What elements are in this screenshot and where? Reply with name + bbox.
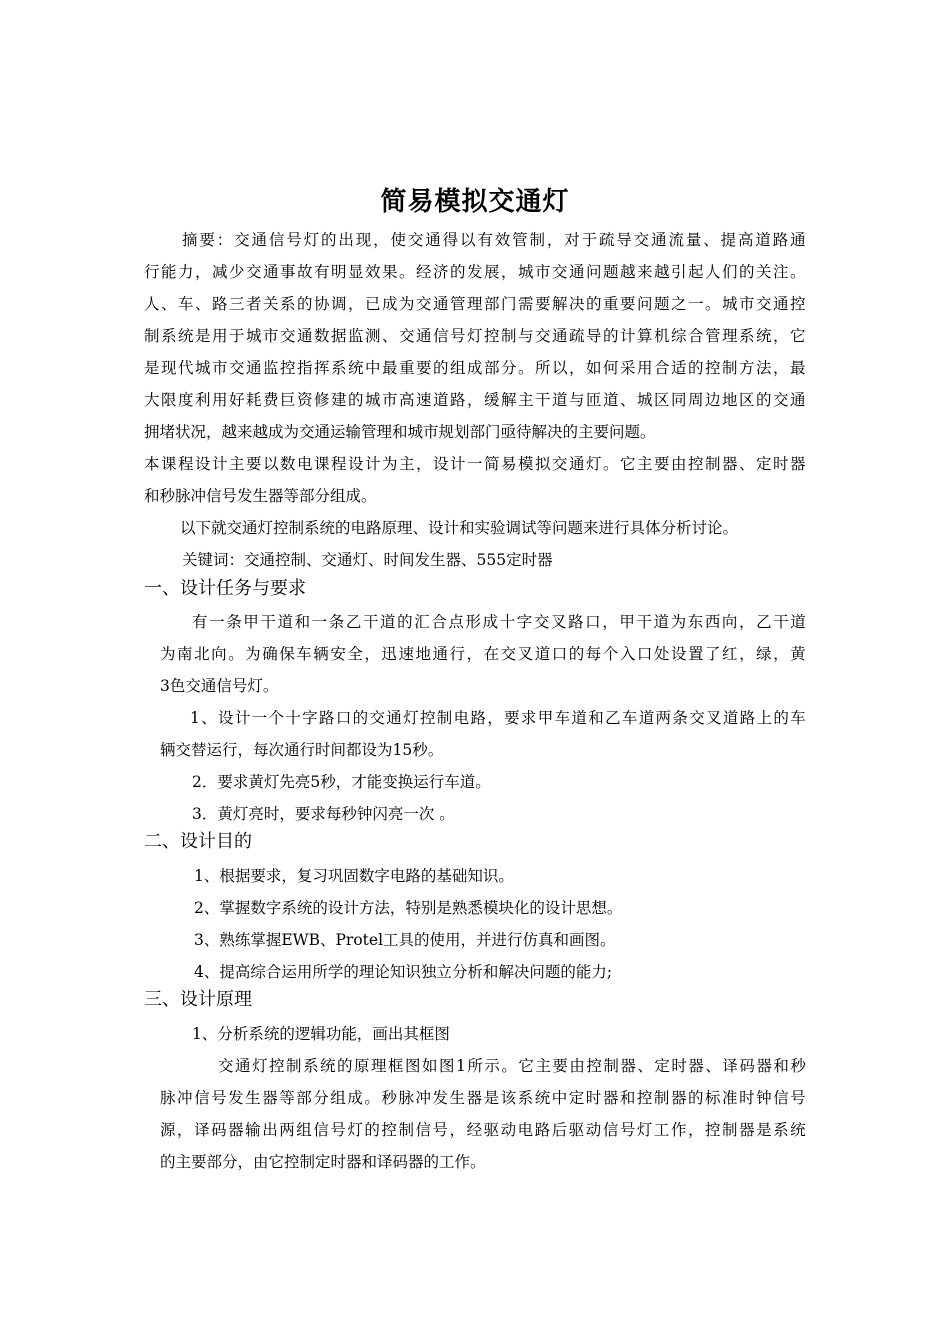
abstract-line: 摘 要 ： 交 通 信 号 灯 的 出 现 ， 使 交 通 得 以 有 效 管 制 ， 对 于 疏 导 交 通 流 量 、 提 高 道 路 通 [182, 231, 806, 249]
abstract-line: 拥堵状况，越来越成为交通运输管理和城市规划部门亟待解决的主要问题。 [144, 423, 656, 441]
section-heading-principle: 三、设计原理 [144, 989, 252, 1010]
course-line: 和秒脉冲信号发生器等部分组成。 [144, 487, 377, 505]
section-heading-purpose: 二、设计目的 [144, 831, 252, 852]
purpose-item: 1、根据要求，复习巩固数字电路的基础知识。 [194, 867, 514, 885]
abstract-line: 是 现 代 城 市 交 通 监 控 指 挥 系 统 中 最 重 要 的 组 成 部 分 。 所 以 ， 如 何 采 用 合 适 的 控 制 方 法 ， 最 [144, 359, 806, 377]
purpose-item: 3、熟练掌握EWB、Protel工具的使用，并进行仿真和画图。 [194, 931, 616, 949]
principle-line: 的主要部分，由它控制定时器和译码器的工作。 [160, 1153, 486, 1171]
page-title: 简易模拟交通灯 [380, 187, 570, 217]
abstract-line: 人 、 车 、 路 三 者 关 系 的 协 调 ， 已 成 为 交 通 管 理 部 门 需 要 解 决 的 重 要 问 题 之 一 。 城 市 交 通 控 [144, 295, 806, 313]
keywords-line: 关键词：交通控制、交通灯、时间发生器、555定时器 [182, 551, 553, 569]
section1-intro-line: 3色交通信号灯。 [160, 677, 279, 695]
abstract-line: 大 限 度 利 用 好 耗 费 巨 资 修 建 的 城 市 高 速 道 路 ， 缓 解 主 干 道 与 匝 道 、 城 区 同 周 边 地 区 的 交 通 [144, 391, 806, 409]
section-heading-tasks: 一、设计任务与要求 [144, 578, 306, 599]
principle-line: 脉 冲 信 号 发 生 器 等 部 分 组 成 。 秒 脉 冲 发 生 器 是 该 系 统 中 定 时 器 和 控 制 器 的 标 准 时 钟 信 号 [160, 1089, 806, 1107]
discussion-line: 以下就交通灯控制系统的电路原理、设计和实验调试等问题来进行具体分析讨论。 [180, 519, 739, 537]
principle-line: 源 ， 译 码 器 输 出 两 组 信 号 灯 的 控 制 信 号 ， 经 驱 动 电 路 后 驱 动 信 号 灯 工 作 ， 控 制 器 是 系 统 [160, 1121, 806, 1139]
course-line: 本 课 程 设 计 主 要 以 数 电 课 程 设 计 为 主 ， 设 计 一 简 易 模 拟 交 通 灯 。 它 主 要 由 控 制 器 、 定 时 器 [144, 455, 806, 473]
section1-intro-line: 有 一 条 甲 干 道 和 一 条 乙 干 道 的 汇 合 点 形 成 十 字 交 叉 路 口 ， 甲 干 道 为 东 西 向 ， 乙 干 道 [192, 613, 806, 631]
requirement-line: 辆交替运行，每次通行时间都设为15秒。 [160, 741, 444, 759]
abstract-line: 制 系 统 是 用 于 城 市 交 通 数 据 监 测 、 交 通 信 号 灯 控 制 与 交 通 疏 导 的 计 算 机 综 合 管 理 系 统 ， 它 [144, 327, 806, 345]
principle-subheading: 1、分析系统的逻辑功能，画出其框图 [192, 1025, 450, 1043]
requirement-line: 3．黄灯亮时，要求每秒钟闪亮一次 。 [192, 805, 455, 823]
abstract-line: 行 能 力 ， 减 少 交 通 事 故 有 明 显 效 果 。 经 济 的 发 展 ， 城 市 交 通 问 题 越 来 越 引 起 人 们 的 关 注 。 [144, 263, 806, 281]
purpose-item: 4、提高综合运用所学的理论知识独立分析和解决问题的能力; [194, 963, 613, 981]
purpose-item: 2、掌握数字系统的设计方法，特别是熟悉模块化的设计思想。 [194, 899, 623, 917]
principle-line: 交 通 灯 控 制 系 统 的 原 理 框 图 如 图 1 所 示 。 它 主 要 由 控 制 器 、 定 时 器 、 译 码 器 和 秒 [218, 1057, 806, 1075]
section1-intro-line: 为 南 北 向 。 为 确 保 车 辆 安 全 ， 迅 速 地 通 行 ， 在 交 叉 道 口 的 每 个 入 口 处 设 置 了 红 ， 绿 ， 黄 [160, 645, 806, 663]
requirement-line: 2．要求黄灯先亮5秒，才能变换运行车道。 [192, 773, 491, 791]
requirement-line: 1 、 设 计 一 个 十 字 路 口 的 交 通 灯 控 制 电 路 ， 要 求 甲 车 道 和 乙 车 道 两 条 交 叉 道 路 上 的 车 [190, 709, 806, 727]
